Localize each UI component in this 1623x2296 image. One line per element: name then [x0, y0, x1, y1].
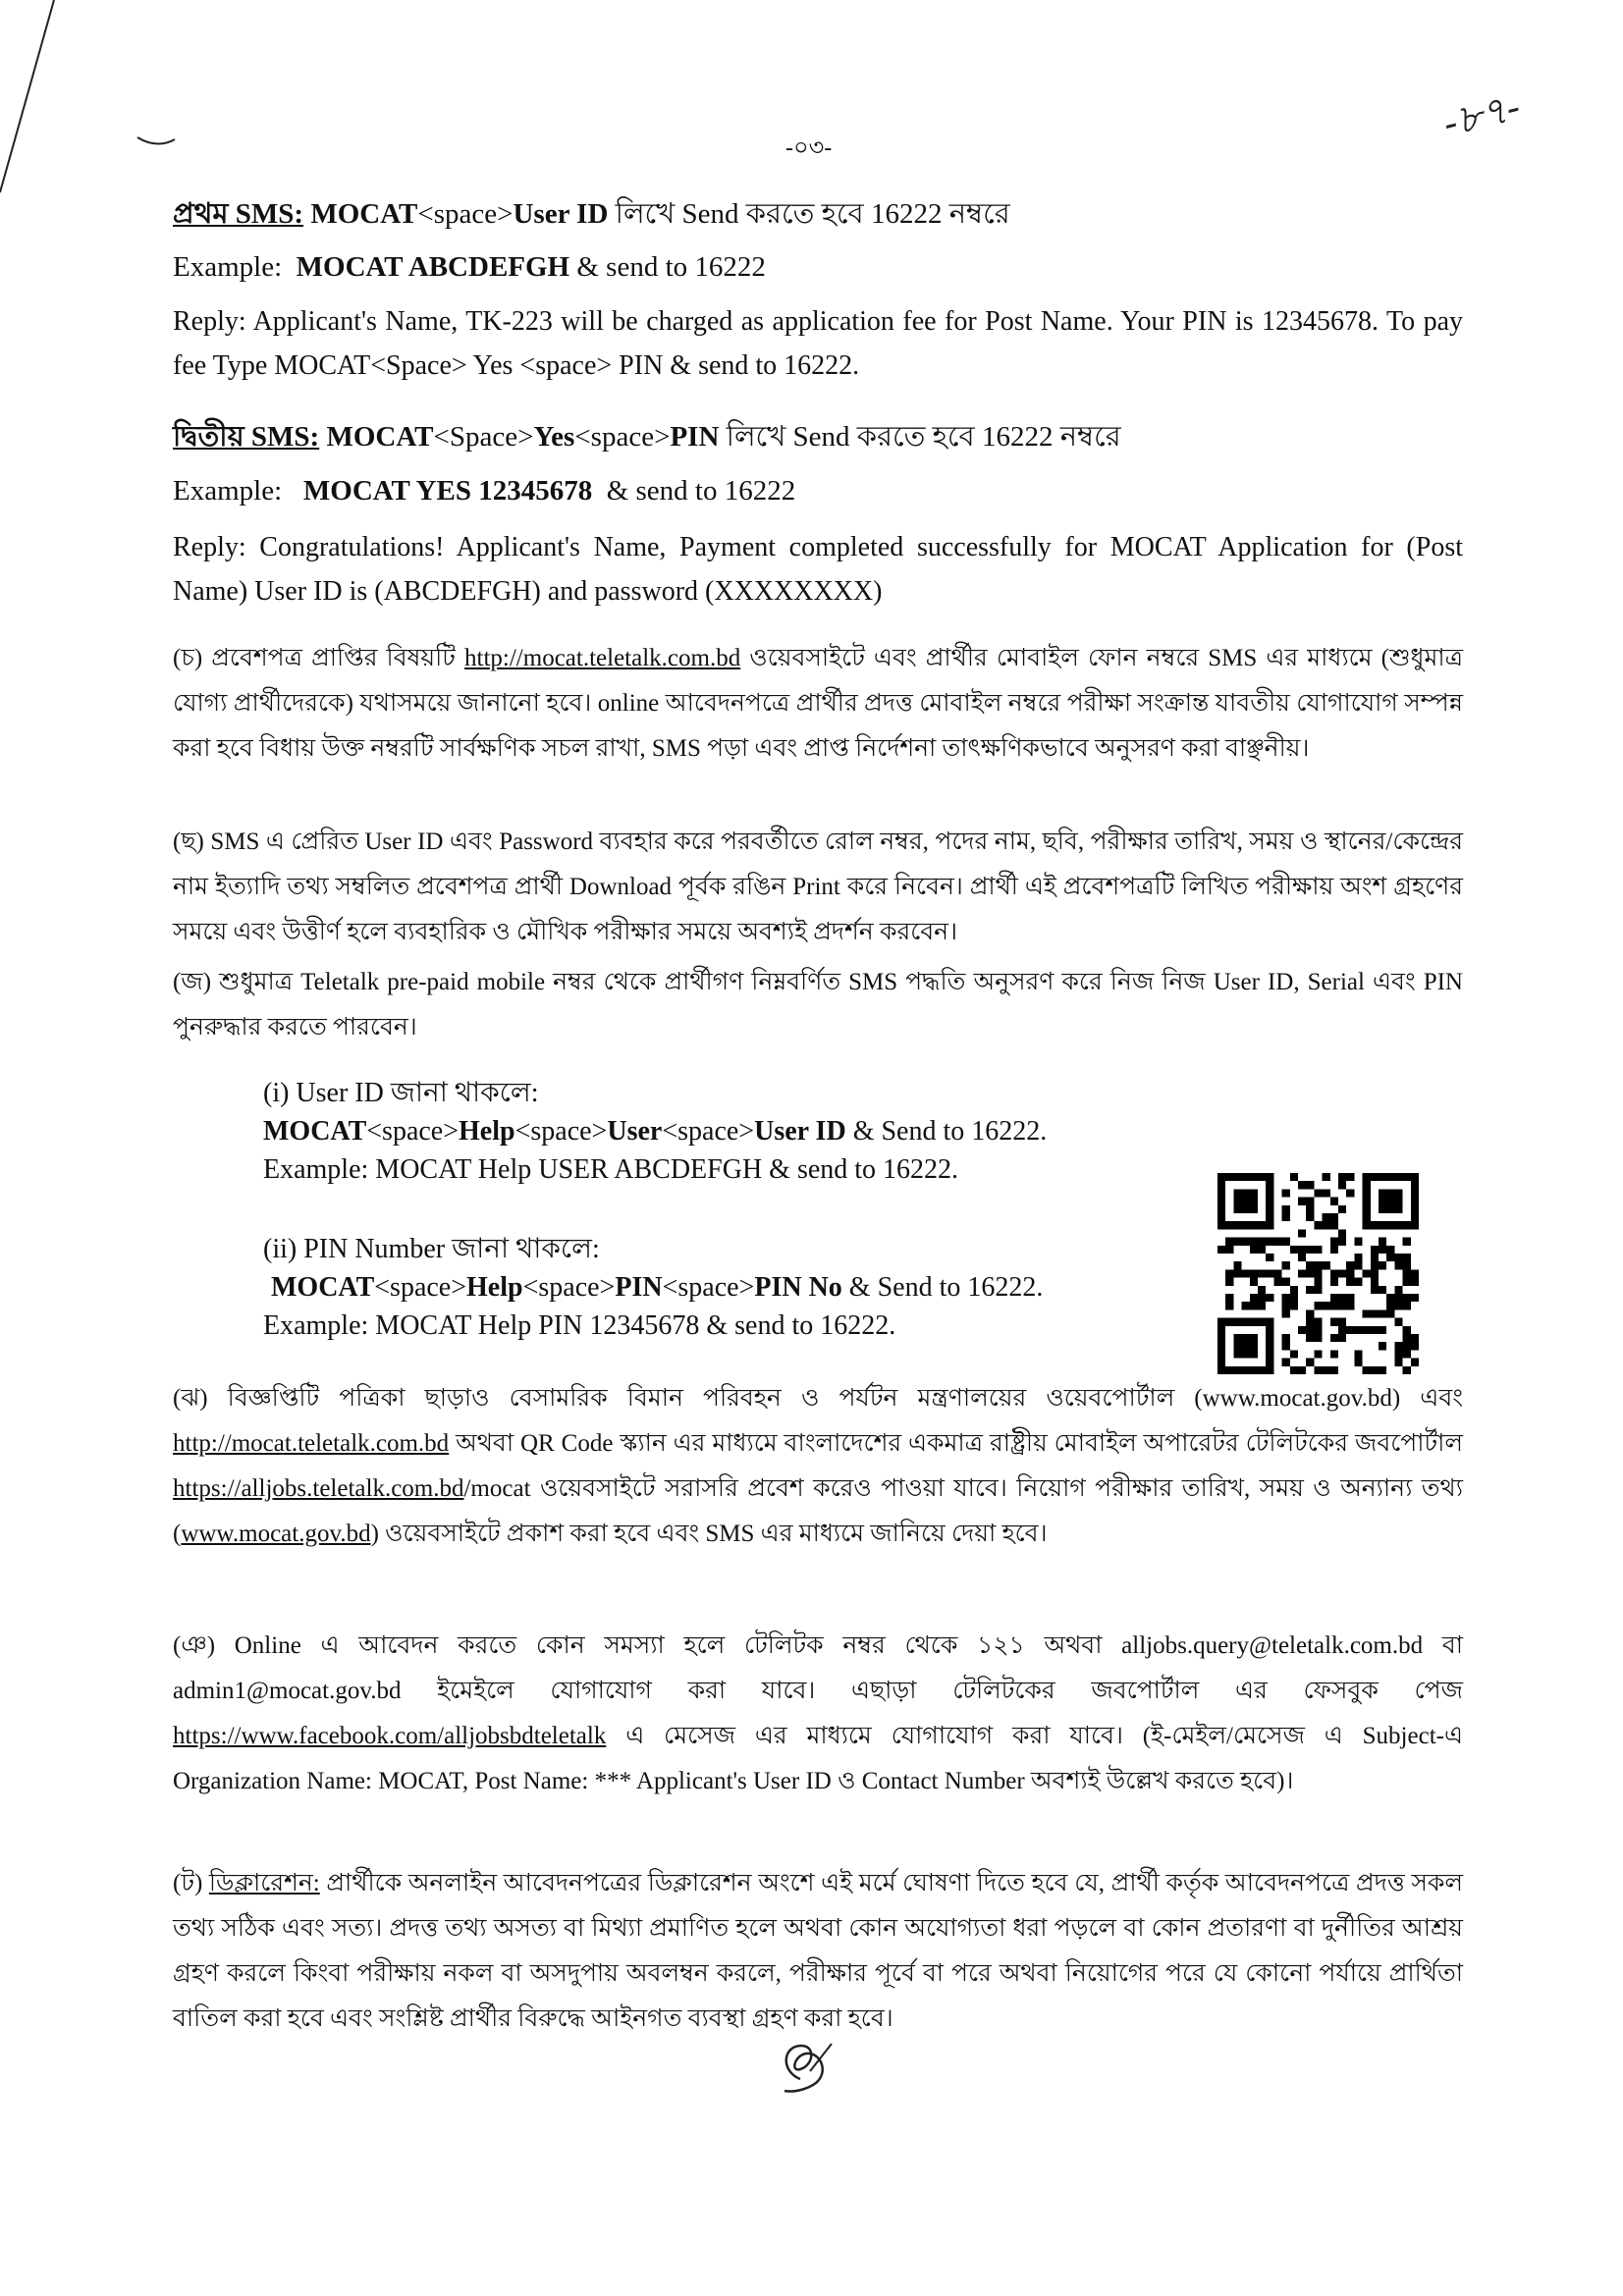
recover-user-heading: (i) User ID জানা থাকলে:	[263, 1078, 539, 1108]
mocat-gov-link[interactable]: www.mocat.gov.bd	[181, 1521, 371, 1547]
first-sms-example: Example: MOCAT ABCDEFGH & send to 16222	[173, 251, 766, 283]
paragraph-admit-card-download: (ছ) SMS এ প্রেরিত User ID এবং Password ব্যবহার করে পরবর্তীতে রোল নম্বর, পদের নাম, ছবি, পরীক্ষার তারিখ, সময় ও স্থানের/কেন্দ্রের নাম ইত্যাদি তথ্য সম্বলিত প্রবেশপত্র প্রার্থী Download পূর্বক রঙিন Print করে নিবেন। প্রার্থী এই প্রবেশপত্রটি লিখিত পরীক্ষায় অংশ গ্রহণের সময়ে এবং উত্তীর্ণ হলে ব্যবহারিক ও মৌখিক পরীক্ষার সময়ে অবশ্যই প্রদর্শন করবেন।	[173, 828, 1463, 945]
qr-code-icon[interactable]	[1217, 1173, 1419, 1374]
recover-user-example: Example: MOCAT Help USER ABCDEFGH & send to 16222.	[263, 1154, 959, 1185]
recover-pin-command: MOCAT<space>Help<space>PIN<space>PIN No & Send to 16222.	[271, 1272, 1044, 1303]
teletalk-link-2[interactable]: http://mocat.teletalk.com.bd	[173, 1430, 450, 1457]
paragraph-admit-card-notice: (চ) প্রবেশপত্র প্রাপ্তির বিষয়টি http://mocat.teletalk.com.bd ওয়েবসাইটে এবং প্রার্থীর মোবাইল ফোন নম্বরে SMS এর মাধ্যমে (শুধুমাত্র যোগ্য প্রার্থীদেরকে) যথাসময়ে জানানো হবে। online আবেদনপত্রে প্রার্থীর প্রদত্ত মোবাইল নম্বরে পরীক্ষা সংক্রান্ত যাবতীয় যোগাযোগ সম্পন্ন করা হবে বিধায় উক্ত নম্বরটি সার্বক্ষণিক সচল রাখা, SMS পড়া এবং প্রাপ্ত নির্দেশনা তাৎক্ষণিকভাবে অনুসরণ করা বাঞ্ছনীয়।	[173, 645, 1464, 762]
first-sms-label: প্রথম SMS:	[173, 198, 304, 230]
teletalk-link[interactable]: http://mocat.teletalk.com.bd	[464, 645, 741, 671]
paragraph-webportal: (ঝ) বিজ্ঞপ্তিটি পত্রিকা ছাড়াও বেসামরিক বিমান পরিবহন ও পর্যটন মন্ত্রণালয়ের ওয়েবপোর্টাল (www.mocat.gov.bd) এবং http://mocat.teletalk.com.bd অথবা QR Code স্ক্যান এর মাধ্যমে বাংলাদেশের একমাত্র রাষ্ট্রীয় মোবাইল অপারেটর টেলিটকের জবপোর্টাল https://alljobs.teletalk.com.bd/mocat ওয়েবসাইটে সরাসরি প্রবেশ করেও পাওয়া যাবে। নিয়োগ পরীক্ষার তারিখ, সময় ও অন্যান্য তথ্য (www.mocat.gov.bd) ওয়েবসাইটে প্রকাশ করা হবে এবং SMS এর মাধ্যমে জানিয়ে দেয়া হবে।	[173, 1385, 1463, 1547]
page-number: -০৩-	[785, 135, 833, 161]
signature-icon	[771, 2032, 849, 2101]
second-sms-example: Example: MOCAT YES 12345678 & send to 16222	[173, 475, 796, 507]
recover-pin-heading: (ii) PIN Number জানা থাকলে:	[263, 1234, 600, 1264]
facebook-link[interactable]: https://www.facebook.com/alljobsbdteletalk	[173, 1723, 607, 1749]
recover-user-command: MOCAT<space>Help<space>User<space>User ID & Send to 16222.	[263, 1116, 1048, 1147]
second-sms-label: দ্বিতীয় SMS:	[173, 421, 320, 453]
second-sms-reply: Reply: Congratulations! Applicant's Name, Payment completed successfully for MOCAT Application for (Post Name) User ID is (ABCDEFGH) and password (XXXXXXXX)	[173, 532, 1463, 607]
paragraph-declaration: (ট) ডিক্লারেশন: প্রার্থীকে অনলাইন আবেদনপত্রের ডিক্লারেশন অংশে এই মর্মে ঘোষণা দিতে হবে যে, প্রার্থী কর্তৃক আবেদনপত্রে প্রদত্ত সকল তথ্য সঠিক এবং সত্য। প্রদত্ত তথ্য অসত্য বা মিথ্যা প্রমাণিত হলে অথবা কোন অযোগ্যতা ধরা পড়লে বা কোন প্রতারণা বা দুর্নীতির আশ্রয় গ্রহণ করলে কিংবা পরীক্ষায় নকল বা অসদুপায় অবলম্বন করলে, পরীক্ষার পূর্বে বা পরে অথবা নিয়োগের পরে যে কোনো পর্যায়ে প্রার্থিতা বাতিল করা হবে এবং সংশ্লিষ্ট প্রার্থীর বিরুদ্ধে আইনগত ব্যবস্থা গ্রহণ করা হবে।	[173, 1870, 1463, 2032]
first-sms-instruction: প্রথম SMS: MOCAT<space>User ID লিখে Send করতে হবে 16222 নম্বরে	[173, 198, 1010, 230]
alljobs-link[interactable]: https://alljobs.teletalk.com.bd	[173, 1475, 464, 1502]
handwritten-page-note: -৮৭-	[1438, 84, 1526, 147]
declaration-label: ডিক্লারেশন:	[208, 1870, 320, 1896]
second-sms-instruction: দ্বিতীয় SMS: MOCAT<Space>Yes<space>PIN লিখে Send করতে হবে 16222 নম্বরে	[173, 421, 1121, 453]
scan-corner-mark	[0, 0, 177, 196]
recover-pin-example: Example: MOCAT Help PIN 12345678 & send to 16222.	[263, 1310, 896, 1341]
paragraph-contact-support: (ঞ) Online এ আবেদন করতে কোন সমস্যা হলে টেলিটক নম্বর থেকে ১২১ অথবা alljobs.query@teletalk.com.bd বা admin1@mocat.gov.bd ইমেইলে যোগাযোগ করা যাবে। এছাড়া টেলিটকের জবপোর্টাল এর ফেসবুক পেজ https://www.facebook.com/alljobsbdteletalk এ মেসেজ এর মাধ্যমে যোগাযোগ করা যাবে। (ই-মেইল/মেসেজ এ Subject-এ Organization Name: MOCAT, Post Name: *** Applicant's User ID ও Contact Number অবশ্যই উল্লেখ করতে হবে)।	[173, 1632, 1463, 1794]
first-sms-reply: Reply: Applicant's Name, TK-223 will be charged as application fee for Post Name. Your PIN is 12345678. To pay fee Type MOCAT<Space> Yes <space> PIN & send to 16222.	[173, 306, 1463, 381]
paragraph-recovery-intro: (জ) শুধুমাত্র Teletalk pre-paid mobile নম্বর থেকে প্রার্থীগণ নিম্নবর্ণিত SMS পদ্ধতি অনুসরণ করে নিজ নিজ User ID, Serial এবং PIN পুনরুদ্ধার করতে পারবেন।	[173, 969, 1463, 1041]
